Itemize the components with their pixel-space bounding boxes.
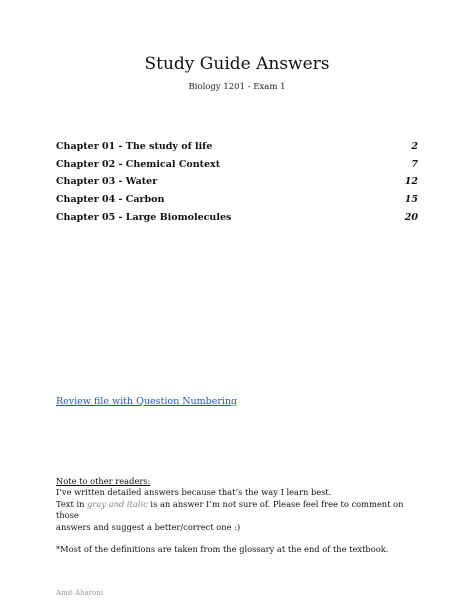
notes-text: Text in bbox=[56, 498, 88, 509]
toc-entry-page: 15 bbox=[404, 194, 418, 206]
author-footer: Amit Aharoni bbox=[56, 589, 104, 597]
document-subtitle: Biology 1201 - Exam 1 bbox=[188, 82, 286, 92]
toc-entry-page: 2 bbox=[411, 141, 418, 152]
gray-italic-sample: gray and italic bbox=[87, 498, 148, 509]
toc-entry[interactable] bbox=[56, 212, 418, 230]
toc-entry[interactable] bbox=[56, 159, 418, 177]
toc-entry[interactable] bbox=[56, 194, 418, 212]
toc-entry-label: Chapter 01 - The study of life bbox=[56, 141, 213, 152]
notes-text: is an answer I’m not sure of. Please feel free to comment on those bbox=[56, 498, 404, 521]
notes-section bbox=[56, 476, 426, 556]
toc-entry-label: Chapter 05 - Large Biomolecules bbox=[56, 211, 232, 223]
notes-line: answers and suggest a better/correct one :) bbox=[56, 521, 241, 532]
document-title: Study Guide Answers bbox=[144, 54, 330, 74]
notes-line bbox=[56, 499, 426, 522]
toc-entry[interactable] bbox=[56, 141, 418, 159]
table-of-contents bbox=[56, 141, 418, 229]
review-file-link[interactable]: Review file with Question Numbering bbox=[56, 396, 238, 407]
toc-entry-label: Chapter 04 - Carbon bbox=[56, 194, 165, 206]
notes-spacer bbox=[56, 533, 426, 544]
toc-entry-page: 7 bbox=[411, 158, 418, 170]
toc-entry-page: 20 bbox=[404, 211, 418, 223]
notes-heading: Note to other readers: bbox=[56, 476, 151, 486]
toc-entry-page: 12 bbox=[404, 176, 418, 188]
notes-line: I’ve written detailed answers because that’s the way I learn best. bbox=[56, 487, 332, 498]
toc-entry-label: Chapter 02 - Chemical Context bbox=[56, 158, 221, 170]
toc-entry-label: Chapter 03 - Water bbox=[56, 176, 158, 188]
notes-line: *Most of the definitions are taken from the glossary at the end of the textbook. bbox=[56, 544, 389, 555]
toc-entry[interactable] bbox=[56, 176, 418, 194]
